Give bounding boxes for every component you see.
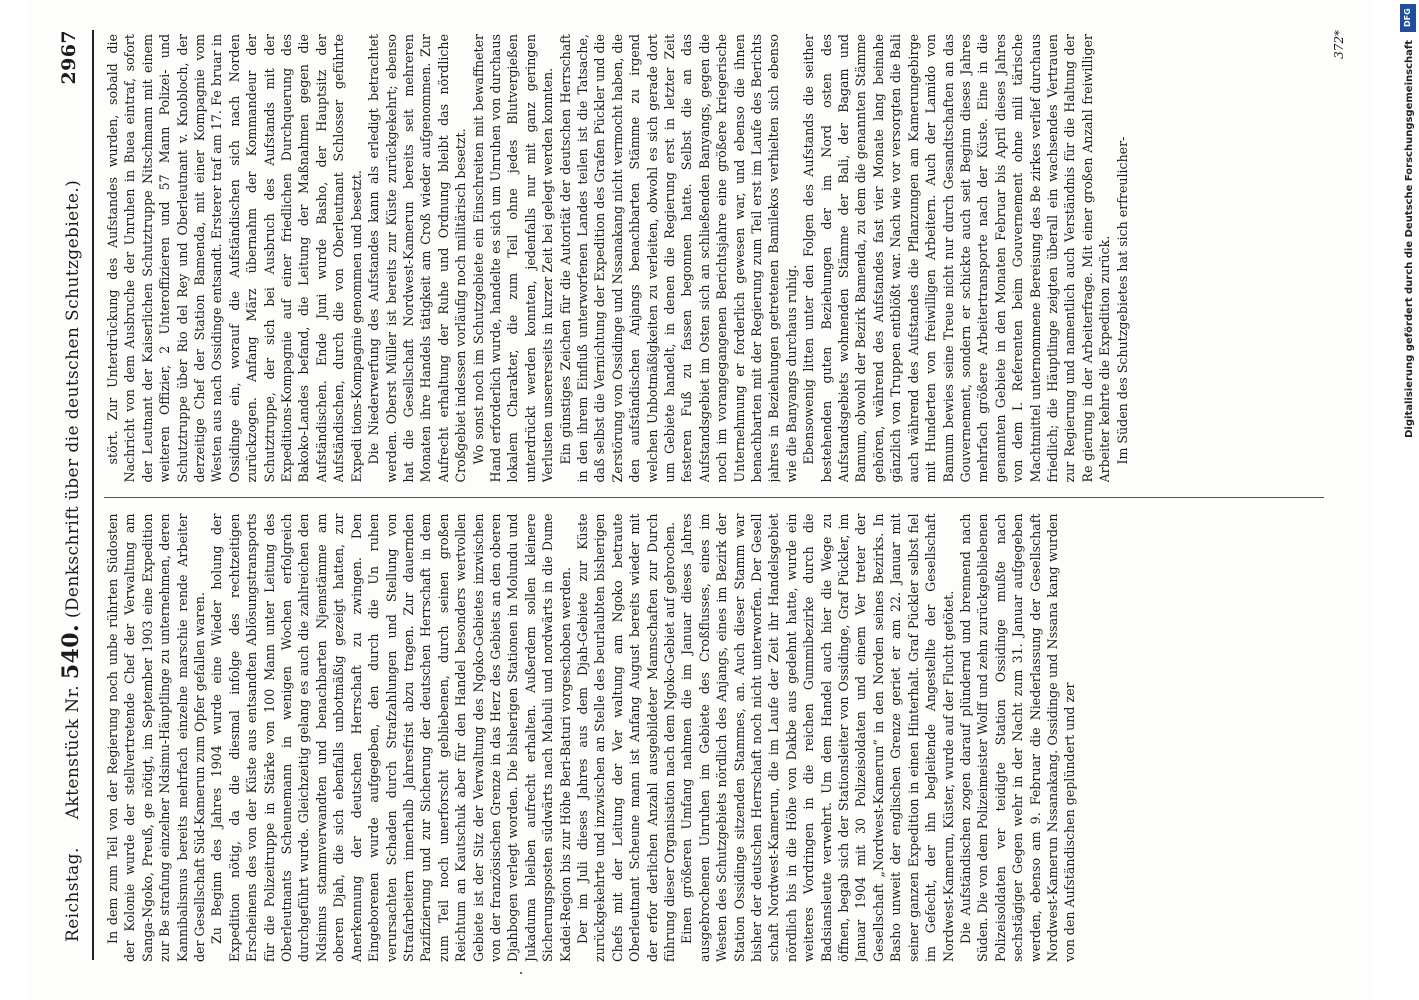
dfg-credit: Digitalisierung gefördert durch die Deutsche Forschungsgemeinschaft: [1404, 40, 1415, 438]
paragraph: stört. Zur Unterdrückung des Aufstandes wurden, sobald die Nachricht von dem Ausbruche der Unruhen in Buea eintraf, sofort der Leutnant der Kaiserlichen Schutztruppe Nitschmann mit einem weiteren Offizier, 2 Unteroffizieren und 57 Mann Polizei- und Schutztruppe über Rio del Rey und Oberleutnant v. Knobloch, der derzeitige Chef der Station Bamenda, mit einer Kompagnie vom Westen aus nach Ossidinge entsandt. Ersterer traf am 17. Fe bruar in Ossidinge ein, worauf die Aufständischen sich nach Norden zurückzogen. Anfang März übernahm der Kommandeur der Schutztruppe, der sich bei Ausbruch des Aufstands mit der Expeditions-Kompagnie auf einer friedlichen Durchquerung des Bakoko-Landes befand, die Leitung der Maßnahmen gegen die Aufständischen. Ende Juni wurde Basho, der Hauptsitz der Aufständischen, durch die von Oberleutnant Schlosser geführte Expedi tions-Kompagnie genommen und besetzt.: [105, 34, 364, 483]
page-header: [58, 30, 92, 942]
left-column: [104, 514, 1324, 963]
paragraph: Im Süden des Schutzgebietes hat sich erfreulicher-: [1114, 136, 1130, 465]
paragraph: Die Niederwerfung des Aufstandes kann als erledigt betrachtet werden. Oberst Müller ist bereits zur Küste zurückgekehrt; ebenso hat die Gesellschaft Nordwest-Kamerun bereits seit mehreren Monaten ihre Handels tätigkeit am Croß wieder aufgenommen. Zur Aufrecht erhaltung der Ruhe und Ordnung bleibt das nördliche Croßgebiet indessen vorläufig noch militärisch besetzt.: [366, 34, 469, 483]
paragraph: Zu Beginn des Jahres 1904 wurde eine Wieder holung der Expedition nötig, da die diesmal infolge des rechtzeitigen Erscheinens des von der Küste aus entsandten Ablösungstransports für die Polizeitruppe in Stärke von 100 Mann unter Leitung des Oberleutnants Scheunemann in wenigen Wochen erfolgreich durchgeführt wurde. Gleichzeitig gelang es auch die zahlreichen den Ndsimus stammverwandten und benachbarten Njemstämme am oberen Djah, die sich ebenfalls unbotmäßig gezeigt hatten, zur Anerkennung der deutschen Herrschaft zu zwingen. Den Eingeborenen wurde aufgegeben, den durch die Un ruhen verursachten Schaden durch Strafzahlungen und Stellung von Strafarbeitern innerhalb Jahresfrist abzu tragen. Zur dauernden Pazifizierung und zur Sicherung der deutschen Herrschaft in dem zum Teil noch unerforscht gebliebenen, durch seinen großen Reichtum an Kautschuk aber für den Handel besonders wertvollen Gebiete ist der Sitz der Verwaltung des Ngoko-Gebietes inzwischen von der französischen Grenze in das Herz des Gebiets an den oberen Djahbogen verlegt worden. Die bisherigen Stationen in Molundu und Jukaduma bleiben aufrecht erhalten. Außerdem sollen kleinere Sicherungsposten südwärts nach Mabuli und nordwärts in die Dume Kadei-Region bis zur Höhe Beri-Baturi vorgeschoben werden.: [209, 513, 573, 962]
right-column: [104, 34, 1324, 483]
header-subtitle: (Denkschrift über die deutschen Schutzgebiete.): [63, 179, 83, 619]
header-left: [58, 180, 84, 942]
header-title: Reichstag.: [63, 847, 83, 942]
paragraph: Ein günstiges Zeichen für die Autorität der deutschen Herrschaft in den ihrem Einfluß unterworfenen Landes teilen ist die Tatsache, daß selbst die Vernichtung der Expedition des Grafen Pückler und die Zerstörung von Ossidinge und Nssanakang nicht vermocht haben, die den aufständischen Anjangs benachbarten Stämme zu irgend welchen Unbotmäßigkeiten zu verleiten, obwohl es sich gerade dort um Gebiete handelt, in denen die Regierung erst in letzter Zeit festeren Fuß zu fassen begonnen hatte. Selbst die an das Aufstandsgebiet im Osten sich an schließenden Banyangs, gegen die noch im vorangegangenen Berichtsjahre eine größere kriegerische Unternehmung er forderlich gewesen war, und ebenso die ihnen benachbarten mit der Regierung zum Teil erst im Laufe des Berichts jahres in Beziehungen getretenen Bamilekos verhielten sich ebenso wie die Banyangs durchaus ruhig.: [557, 34, 799, 483]
text-columns: [104, 34, 1324, 962]
scanned-page: [30, 0, 1370, 1000]
paragraph: In dem zum Teil von der Regierung noch unbe rührten Südosten der Kolonie wurde der stellvertretende Chef der Verwaltung am Sanga-Ngoko, Preuß, ge nötigt, im September 1903 eine Expedition zur Be strafung einzelner Ndsimu-Häuptlinge zu unternehmen, deren Kannibalismus bereits mehrfach einzelne marschie rende Arbeiter der Gesellschaft Süd-Kamerun zum Opfer gefallen waren.: [105, 513, 208, 962]
paragraph: Wo sonst noch im Schutzgebiete ein Einschreiten mit bewaffneter Hand erforderlich wurde, handelte es sich um Unruhen von durchaus lokalem Charakter, die zum Teil ohne jedes Blutvergießen unterdrückt werden konnten, jedenfalls nur mit ganz geringen Verlusten unsererseits in kurzer Zeit bei gelegt werden konnten.: [470, 34, 556, 483]
header-document-number: 540.: [58, 623, 84, 680]
header-document-label: Aktenstück Nr.: [63, 684, 83, 820]
paragraph: Der im Juli dieses Jahres aus dem Djah-Gebiete zur Küste zurückgekehrte und inzwischen an Stelle des beurlaubten bisherigen Chefs mit der Leitung der Ver waltung am Ngoko betraute Oberleutnant Scheune mann ist Anfang August bereits wieder mit der erfor derlichen Anzahl ausgebildeter Mannschaften zur Durch führung dieser Organisation nach dem Ngoko-Gebiet auf gebrochen.: [574, 513, 677, 962]
scan-speck: [520, 972, 522, 974]
column-divider: [104, 498, 1324, 499]
header-rule: [92, 30, 94, 960]
signature-mark: 372*: [1332, 30, 1346, 59]
paragraph: Ebensowenig litten unter den Folgen des Aufstands die seither bestehenden guten Beziehungen der im Nord osten des Aufstandsgebiets wohnenden Stämme der Bali, der Bagam und Bamum, obwohl der Bezirk Bamenda, zu dem die genannten Stämme gehören, während des Aufstandes fast vier Monate lang beinahe gänzlich von Truppen entblößt war. Nach wie vor versorgten die Bali auch während des Aufstandes die Pflanzungen am Kamerungebirge mit Hunderten von freiwilligen Arbeitern. Auch der Lamido von Bamum bewies seine Treue nicht nur durch Gesandtschaften an das Gouvernement, sondern er schickte auch seit Beginn dieses Jahres mehrfach größere Arbeitertransporte nach der Küste. Eine in die genannten Gebiete in den Monaten Februar bis April dieses Jahres von dem I. Referenten beim Gouvernement ohne mili tärische Machtmittel unternommene Bereisung des Be zirkes verlief durchaus friedlich; die Häuptlinge zeigten überall ein wachsendes Vertrauen zur Regierung und namentlich auch Verständnis für die Haltung der Re gierung in der Arbeiterfrage. Mit einer großen Anzahl freiwilliger Arbeiter kehrte die Expedition zurück.: [801, 34, 1113, 483]
page-number: 2967: [58, 30, 80, 85]
paragraph: Einen größeren Umfang nahmen die im Januar dieses Jahres ausgebrochenen Unruhen im Gebiete des Croßflusses, eines im Westen des Schutzgebiets nördlich des Anjangs, eines im Bezirk der Station Ossidinge sitzenden Stammes, an. Auch dieser Stamm war bisher der deutschen Herrschaft noch nicht unterworfen. Der Gesell schaft Nordwest-Kamerun, die im Laufe der Zeit ihr Handelsgebiet nördlich bis in die Höhe von Dakbe aus gedehnt hatte, wurde ein weiteres Vordringen in die reichen Gummibezirke durch die Badsiansleute verwehrt. Um dem Handel auch hier die Wege zu öffnen, begab sich der Stationsleiter von Ossidinge, Graf Pückler, im Januar 1904 mit 30 Polizeisoldaten und einem Ver treter der Gesellschaft „Nordwest-Kamerun“ in den Norden seines Bezirks. In Basho unweit der englischen Grenze geriet er am 22. Januar mit seiner ganzen Expedition in einen Hinterhalt. Graf Pückler selbst fiel im Gefecht, der ihn begleitende Angestellte der Gesellschaft Nordwest-Kamerun, Küster, wurde auf der Flucht getötet.: [679, 513, 956, 962]
paragraph: Die Aufständischen zogen darauf plündernd und brennend nach Süden. Die von dem Polizeimeister Wolff und zehn zurückgebliebenen Polizeisoldaten ver teidigte Station Ossidinge mußte nach sechstägiger Gegen wehr in der Nacht zum 31. Januar aufgegeben werden, ebenso am 9. Februar die Niederlassung der Gesellschaft Nordwest-Kamerun Nssanakang. Ossidinge und Nssana kang wurden von den Aufständischen geplündert und zer: [957, 513, 1078, 962]
dfg-logo-icon: DFG: [1400, 4, 1416, 32]
dfg-sidebar: [1397, 0, 1419, 1000]
